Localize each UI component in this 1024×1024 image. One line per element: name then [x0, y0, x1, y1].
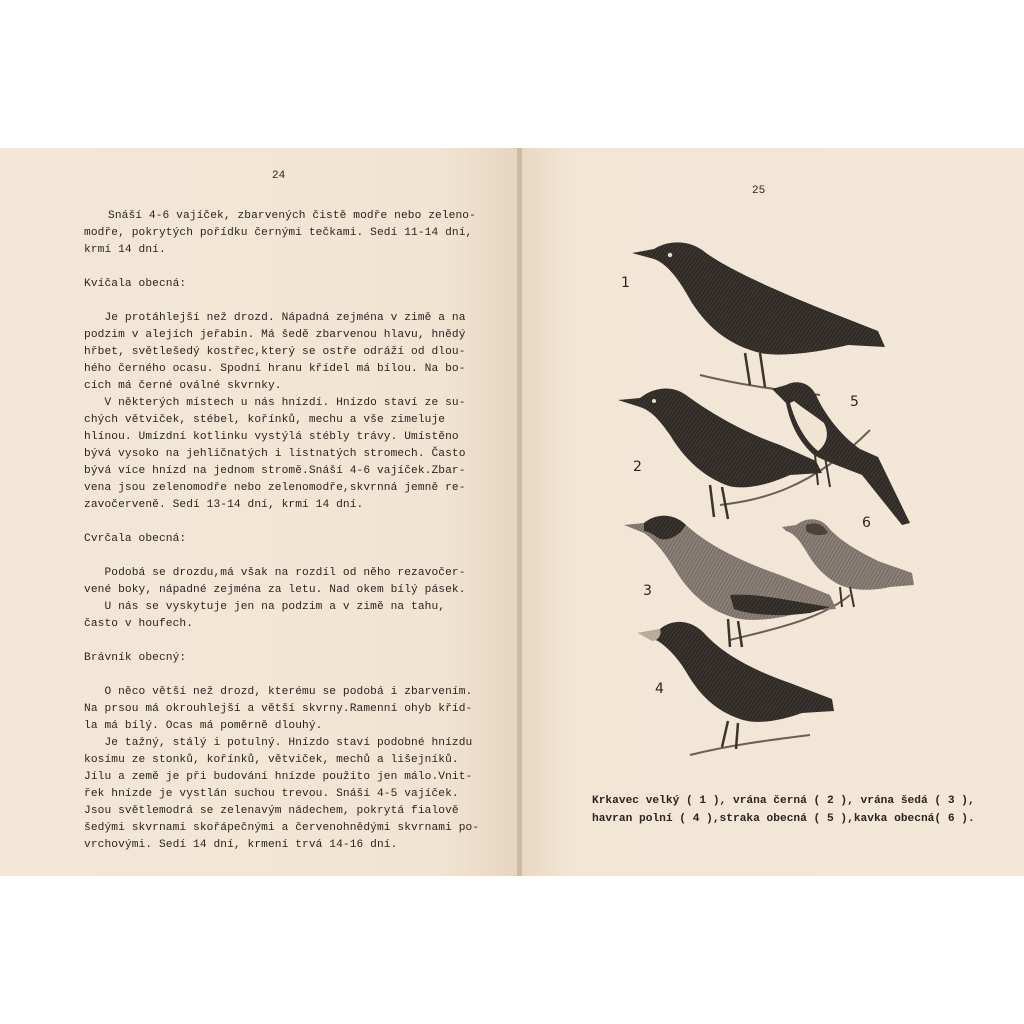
- section-line: U nás se vyskytuje jen na podzim a v zimě na tahu,: [84, 601, 446, 613]
- section-line: chých větviček, stébel, kořínků, mechu a vše zimeluje: [84, 414, 446, 426]
- intro-line: Snáší 4-6 vajíček, zbarvených čistě modře nebo zeleno-: [108, 210, 476, 222]
- section-line: hlínou. Umízdní kotlinku vystýlá stébly trávy. Umístěno: [84, 431, 459, 443]
- section-line: Je tažný, stálý i potulný. Hnízdo staví podobné hnízdu: [84, 737, 473, 749]
- section-heading: Cvrčala obecná:: [84, 533, 187, 545]
- section-line: la má bílý. Ocas má poměrně dlouhý.: [84, 720, 323, 732]
- raven-bird-1: [632, 242, 885, 387]
- section-heading: Kvíčala obecná:: [84, 278, 187, 290]
- section-line: zavočerveně. Sedí 13-14 dní, krmí 14 dní.: [84, 499, 364, 511]
- section-line: vené boky, nápadné zejména za letu. Nad okem bílý pásek.: [84, 584, 466, 596]
- section-line: Podobá se drozdu,má však na rozdíl od něho rezavočer-: [84, 567, 466, 579]
- section-line: vrchovými. Sedí 14 dní, krmení trvá 14-16 dní.: [84, 839, 398, 851]
- figure-number-6: 6: [862, 515, 871, 531]
- intro-line: modře, pokrytých pořídku černými tečkami. Sedí 11-14 dní,: [84, 227, 473, 239]
- section-line: vena jsou zelenomodře nebo zelenomodře,skvrnná jemně re-: [84, 482, 466, 494]
- rook-bird-4: [638, 622, 834, 749]
- figure-caption-line: Krkavec velký ( 1 ), vrána černá ( 2 ), vrána šedá ( 3 ),: [592, 795, 975, 807]
- section-line: cích má černé oválné skvrnky.: [84, 380, 282, 392]
- section-line: hřbet, světlešedý kostřec,který se ostře odráží od dlou-: [84, 346, 466, 358]
- intro-line: krmí 14 dní.: [84, 244, 166, 256]
- page-number-left: 24: [272, 170, 286, 182]
- section-line: Je protáhlejší než drozd. Nápadná zejména v zimě a na: [84, 312, 466, 324]
- section-line: hého černého ocasu. Spodní hranu křídel má bílou. Na bo-: [84, 363, 466, 375]
- figure-number-1: 1: [621, 275, 630, 291]
- figure-caption-line: havran polní ( 4 ),straka obecná ( 5 ),kavka obecná( 6 ).: [592, 813, 975, 825]
- section-line: Jsou světlemodrá se zelenavým nádechem, pokrytá fialově: [84, 805, 459, 817]
- section-line: bývá vysoko na jehličnatých i listnatých stromech. Často: [84, 448, 466, 460]
- section-line: Na prsou má okrouhlejší a větší skvrny.Ramenní ohyb kříd-: [84, 703, 473, 715]
- section-line: bývá více hnízd na jednom stromě.Snáší 4-6 vajíček.Zbar-: [84, 465, 466, 477]
- section-line: kosímu ze stonků, kořínků, větviček, mechů a lišejníků.: [84, 754, 459, 766]
- figure-number-2: 2: [633, 459, 642, 475]
- page-number-right: 25: [752, 185, 766, 197]
- section-heading: Brávník obecný:: [84, 652, 187, 664]
- section-line: šedými skvrnami skořápečnými a červenohnědými skvrnami po-: [84, 822, 480, 834]
- section-line: podzim v alejích jeřabin. Má šedě zbarvenou hlavu, hnědý: [84, 329, 466, 341]
- figure-number-4: 4: [655, 681, 664, 697]
- section-line: řek hnízde je vystlán suchou trevou. Snáší 4-5 vajíček.: [84, 788, 459, 800]
- figure-number-5: 5: [850, 394, 859, 410]
- section-line: Jílu a země je při budování hnízde použito jen málo.Vnit-: [84, 771, 473, 783]
- figure-number-3: 3: [643, 583, 652, 599]
- section-line: O něco větší než drozd, kterému se podobá i zbarvením.: [84, 686, 473, 698]
- section-line: V některých místech u nás hnízdí. Hnízdo staví ze su-: [84, 397, 466, 409]
- section-line: často v houfech.: [84, 618, 194, 630]
